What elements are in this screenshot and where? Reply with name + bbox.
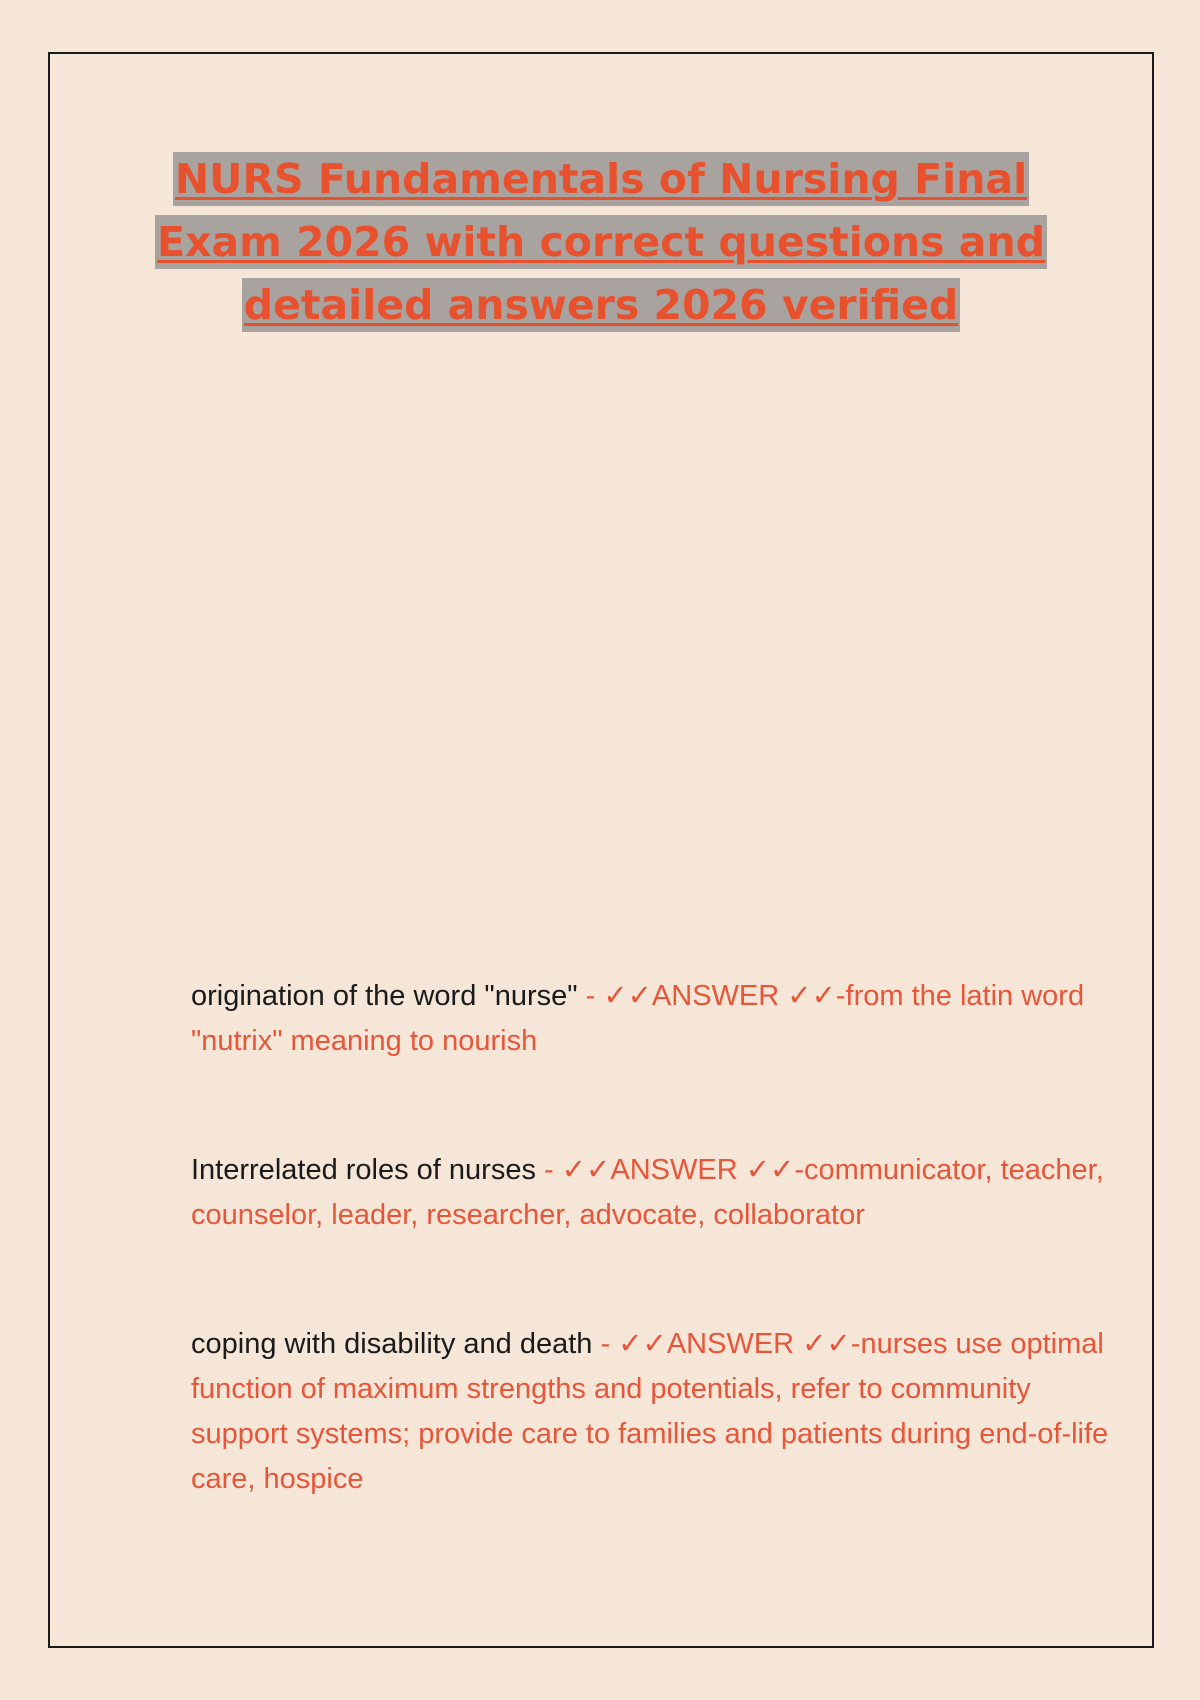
question-text: coping with disability and death (191, 1328, 593, 1360)
double-check-icon: ✓✓ (745, 1154, 795, 1186)
page-frame (48, 52, 1154, 1648)
double-check-icon: ✓✓ (787, 980, 836, 1012)
answer-separator: - (535, 1154, 562, 1186)
answer-label: ANSWER (651, 980, 788, 1012)
answer-separator: - (577, 980, 604, 1012)
answer-text: -from the latin word "nutrix" meaning to nourish (191, 980, 1085, 1057)
answer-separator: - (592, 1328, 619, 1360)
answer-label: ANSWER (610, 1154, 746, 1186)
qa-item (191, 974, 1111, 1064)
document-title (50, 152, 1152, 341)
question-text: Interrelated roles of nurses (191, 1154, 536, 1186)
double-check-icon: ✓✓ (618, 1328, 667, 1360)
answer-text: -nurses use optimal function of maximum strengths and potentials, refer to community support systems; provide care to families and patients during end-of-life care, hospice (191, 1328, 1109, 1495)
double-check-icon: ✓✓ (561, 1154, 611, 1186)
double-check-icon: ✓✓ (802, 1328, 851, 1360)
double-check-icon: ✓✓ (603, 980, 652, 1012)
title-line-3: detailed answers 2026 verified (242, 278, 961, 332)
title-line-2: Exam 2026 with correct questions and (155, 215, 1047, 269)
qa-list (191, 974, 1111, 1586)
question-text: origination of the word "nurse" (191, 980, 578, 1012)
qa-item (191, 1322, 1111, 1502)
answer-text: -communicator, teacher, counselor, leader, researcher, advocate, collaborator (191, 1154, 1104, 1231)
answer-label: ANSWER (666, 1328, 803, 1360)
title-line-1: NURS Fundamentals of Nursing Final (173, 152, 1029, 206)
qa-item (191, 1148, 1111, 1238)
